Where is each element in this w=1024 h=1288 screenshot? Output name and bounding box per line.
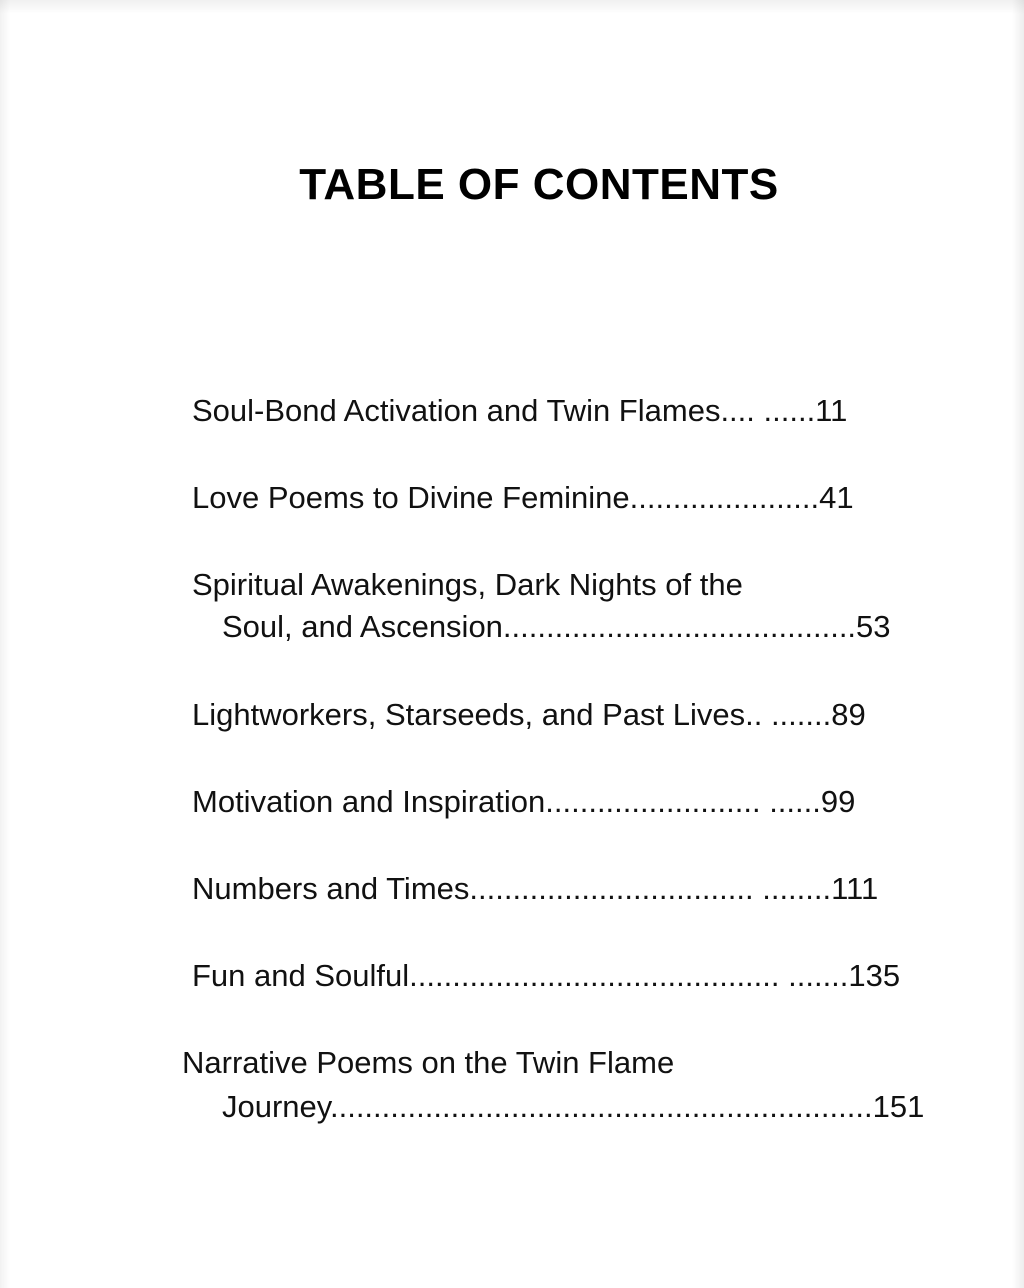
toc-entry-fun-soulful: Fun and Soulful........................................... .......135 bbox=[192, 958, 901, 993]
page-title: TABLE OF CONTENTS bbox=[299, 160, 779, 209]
toc-entry-numbers: Numbers and Times................................. ........111 bbox=[192, 871, 879, 906]
toc-entry-spiritual-awakenings-line1: Spiritual Awakenings, Dark Nights of the bbox=[192, 567, 743, 602]
toc-entry-motivation: Motivation and Inspiration......................... ......99 bbox=[192, 784, 856, 819]
toc-entry-soul-bond: Soul-Bond Activation and Twin Flames.... ......11 bbox=[192, 393, 848, 428]
toc-entry-narrative-poems-line2: Journey...............................................................151 bbox=[222, 1089, 925, 1124]
toc-entry-love-poems: Love Poems to Divine Feminine......................41 bbox=[192, 480, 854, 515]
toc-entry-narrative-poems-line1: Narrative Poems on the Twin Flame bbox=[182, 1045, 675, 1080]
toc-entry-lightworkers: Lightworkers, Starseeds, and Past Lives.. .......89 bbox=[192, 697, 866, 732]
top-edge-shadow bbox=[0, 0, 1024, 14]
toc-entry-spiritual-awakenings-line2: Soul, and Ascension.........................................53 bbox=[222, 609, 891, 644]
